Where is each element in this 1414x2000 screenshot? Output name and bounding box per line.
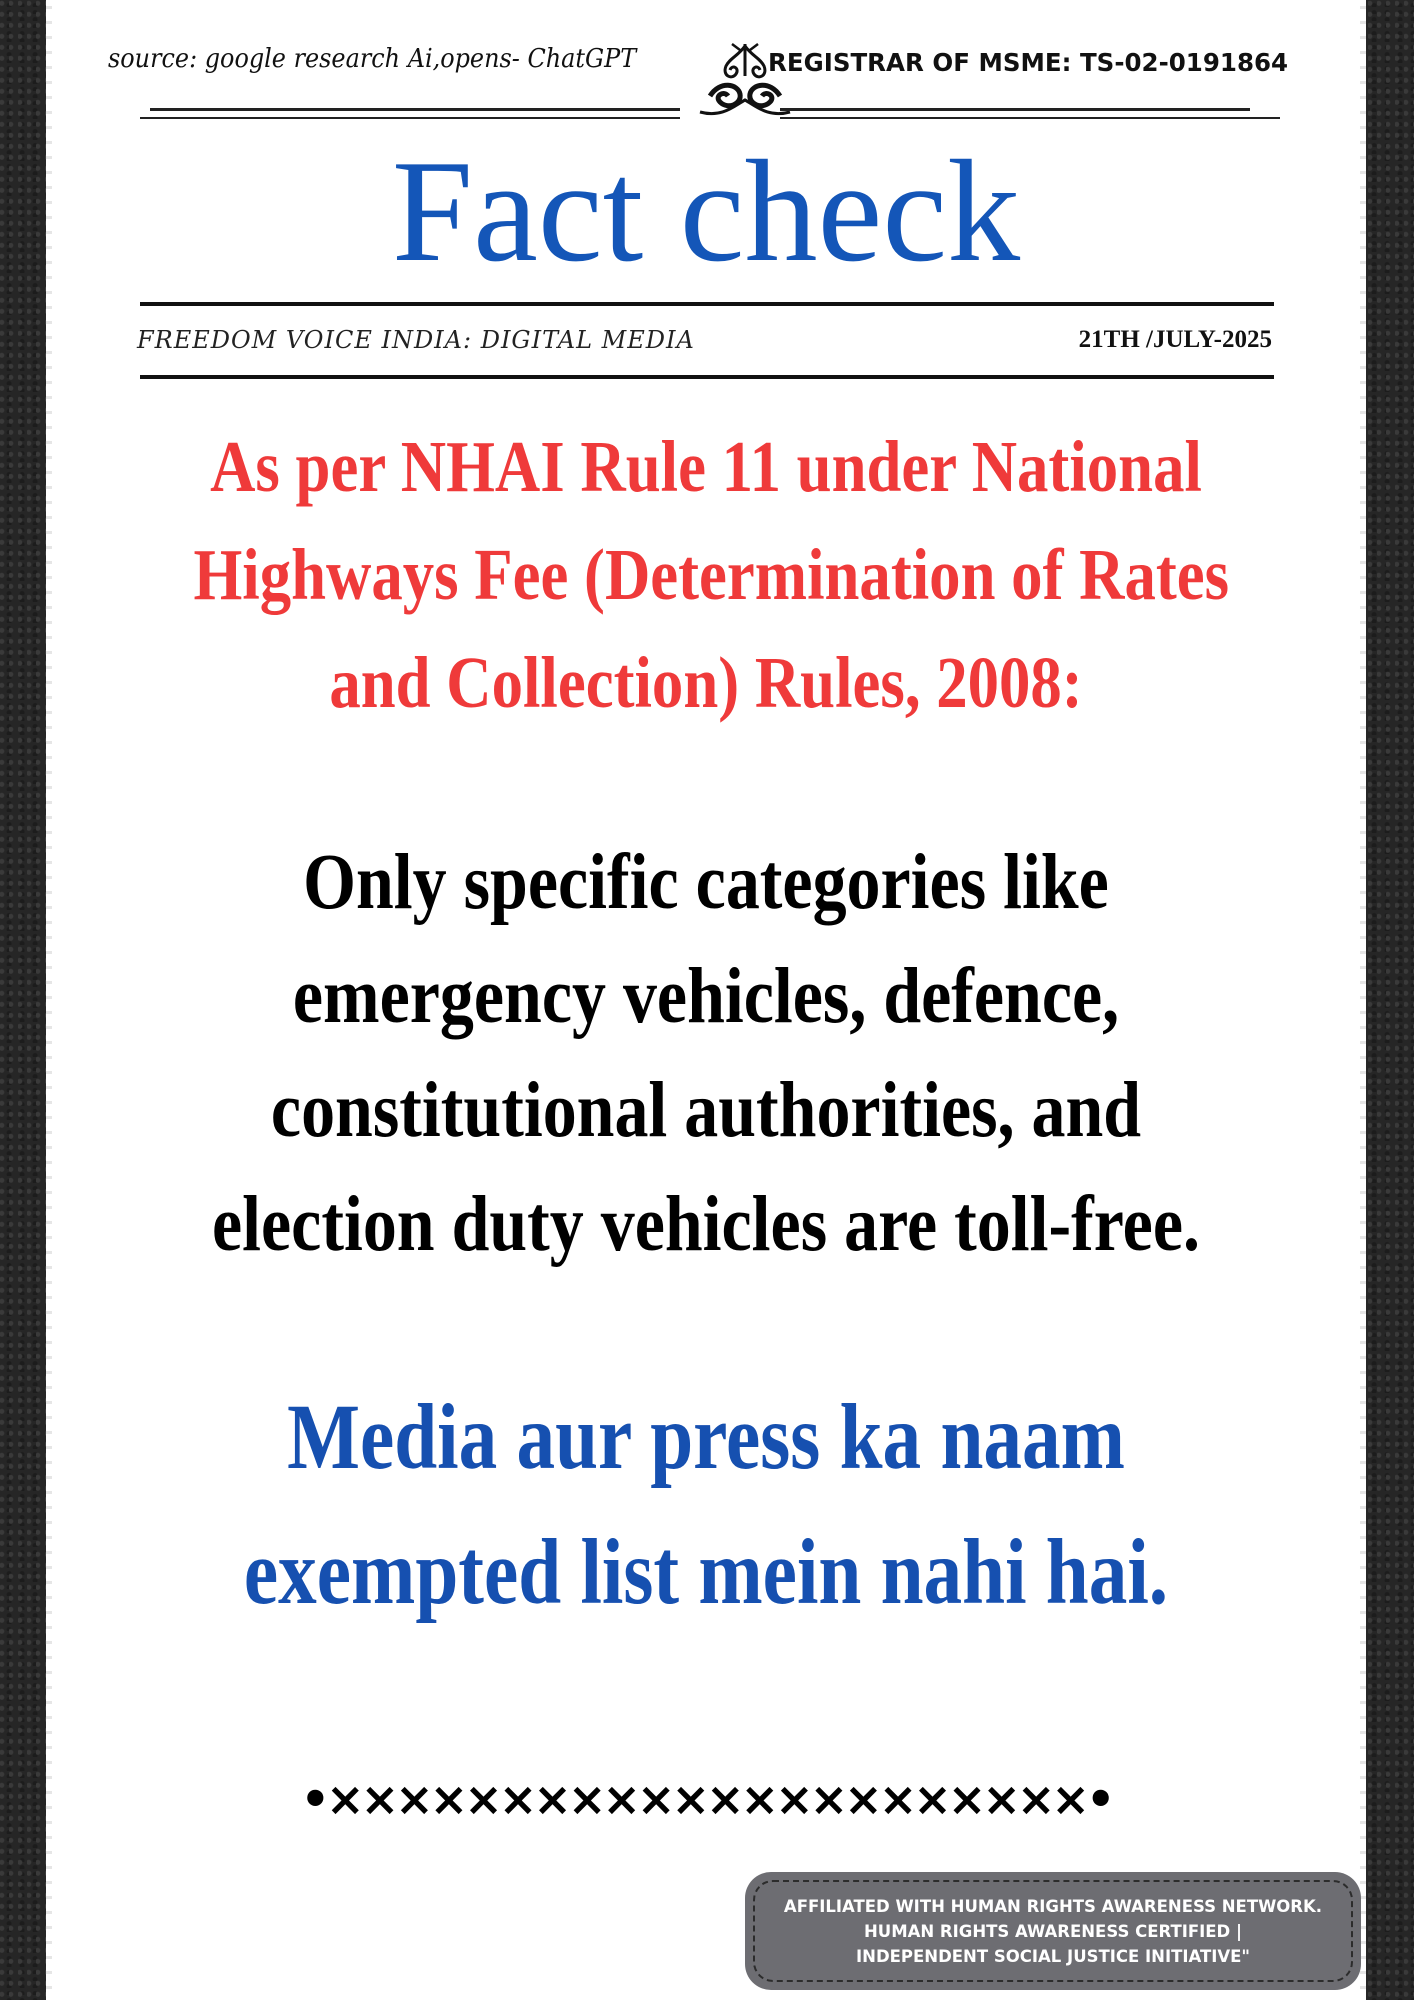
body-line: election duty vehicles are toll-free. [211, 1181, 1200, 1268]
body-line: constitutional authorities, and [270, 1067, 1142, 1154]
masthead-bottom-rule [140, 375, 1274, 379]
torn-edge-right [1360, 0, 1366, 2000]
header-rule-left-upper [150, 108, 680, 111]
badge-dashed-border [753, 1880, 1353, 1982]
registrar-number: REGISTRAR OF MSME: TS-02-0191864 [768, 48, 1289, 77]
callout-line: exempted list mein nahi hai. [243, 1521, 1169, 1624]
paper-sheet [50, 0, 1362, 2000]
page-title: Fact check [391, 130, 1021, 292]
badge-line: INDEPENDENT SOCIAL JUSTICE INITIATIVE" [856, 1946, 1250, 1966]
callout-statement [195, 1370, 1218, 1640]
affiliation-badge [745, 1872, 1361, 1990]
badge-line: HUMAN RIGHTS AWARENESS CERTIFIED | [863, 1921, 1242, 1941]
headline-line: As per NHAI Rule 11 under National [210, 426, 1202, 507]
callout-line: Media aur press ka naam [287, 1386, 1125, 1489]
headline [193, 413, 1230, 737]
masthead-top-rule [140, 302, 1274, 306]
body-line: emergency vehicles, defence, [292, 953, 1120, 1040]
badge-line: AFFILIATED WITH HUMAN RIGHTS AWARENESS NETWORK. [783, 1896, 1323, 1916]
header-rule-right-lower [780, 117, 1280, 119]
torn-edge-left [46, 0, 52, 2000]
issue-date: 21TH /JULY-2025 [1078, 326, 1272, 353]
body-statement [176, 826, 1236, 1282]
source-credit: source: google research Ai,opens- ChatGPT [108, 44, 637, 74]
body-line: Only specific categories like [303, 839, 1109, 926]
headline-line: Highways Fee (Determination of Rates [193, 534, 1230, 615]
headline-line: and Collection) Rules, 2008: [329, 642, 1083, 723]
decorative-separator: •××××××××××××××××××××××• [300, 1772, 1112, 1826]
header-rule-right-upper [780, 108, 1250, 111]
header-rule-left-lower [140, 117, 680, 119]
publication-name: FREEDOM VOICE INDIA: DIGITAL MEDIA [137, 326, 695, 354]
